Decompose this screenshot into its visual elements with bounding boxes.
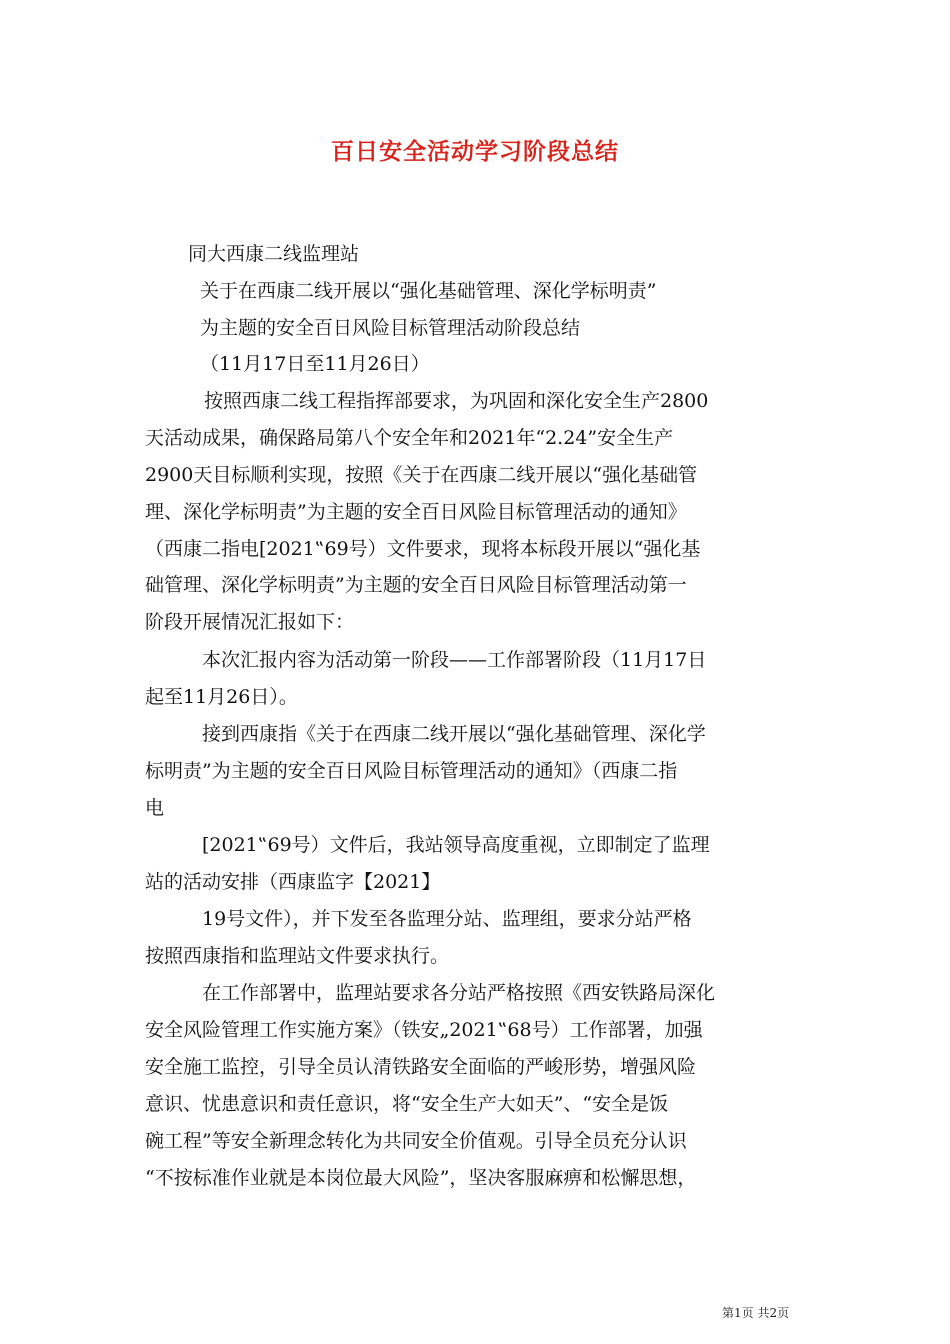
body-line: 标明责”为主题的安全百日风险目标管理活动的通知》（西康二指 [145,760,678,782]
body-line: （西康二指电[2021‟69号）文件要求，现将本标段开展以“强化基 [145,538,701,560]
body-line: 碗工程”等安全新理念转化为共同安全价值观。引导全员充分认识 [145,1130,687,1152]
body-line: “不按标准作业就是本岗位最大风险”，坚决客服麻痹和松懈思想， [145,1167,697,1189]
page-number: 第1页 共2页 [722,1306,790,1320]
body-line: 安全风险管理工作实施方案》（铁安„2021‟68号）工作部署，加强 [145,1019,703,1041]
body-line: （11月17日至11月26日） [200,353,430,375]
body-line: 本次汇报内容为活动第一阶段——工作部署阶段（11月17日 [202,649,707,671]
body-line: 站的活动安排（西康监字【2021】 [145,871,441,893]
body-line: 电 [145,797,165,819]
body-line: 在工作部署中，监理站要求各分站严格按照《西安铁路局深化 [202,982,716,1004]
body-line: 为主题的安全百日风险目标管理活动阶段总结 [200,317,581,339]
body-line: 接到西康指《关于在西康二线开展以“强化基础管理、深化学 [202,723,706,745]
body-line: 按照西康二线工程指挥部要求，为巩固和深化安全生产2800 [204,390,709,412]
body-line: 关于在西康二线开展以“强化基础管理、深化学标明责” [200,280,657,302]
body-line: 同大西康二线监理站 [188,243,360,265]
body-line: 按照西康指和监理站文件要求执行。 [145,945,450,967]
body-line: 天活动成果，确保路局第八个安全年和2021年“2.24”安全生产 [145,427,674,449]
document-title: 百日安全活动学习阶段总结 [331,138,619,165]
body-line: 阶段开展情况汇报如下： [145,611,355,633]
body-line: 起至11月26日）。 [145,686,298,708]
body-line: 19号文件），并下发至各监理分站、监理组，要求分站严格 [202,908,692,930]
body-line: 2900天目标顺利实现，按照《关于在西康二线开展以“强化基础管 [145,464,698,486]
body-line: 础管理、深化学标明责”为主题的安全百日风险目标管理活动第一 [145,574,687,596]
body-line: 意识、忧患意识和责任意识，将“安全生产大如天”、“安全是饭 [145,1093,669,1115]
body-line: 安全施工监控，引导全员认清铁路安全面临的严峻形势，增强风险 [145,1056,697,1078]
body-line: [2021‟69号）文件后，我站领导高度重视，立即制定了监理 [202,834,710,856]
body-line: 理、深化学标明责”为主题的安全百日风险目标管理活动的通知》 [145,501,687,523]
